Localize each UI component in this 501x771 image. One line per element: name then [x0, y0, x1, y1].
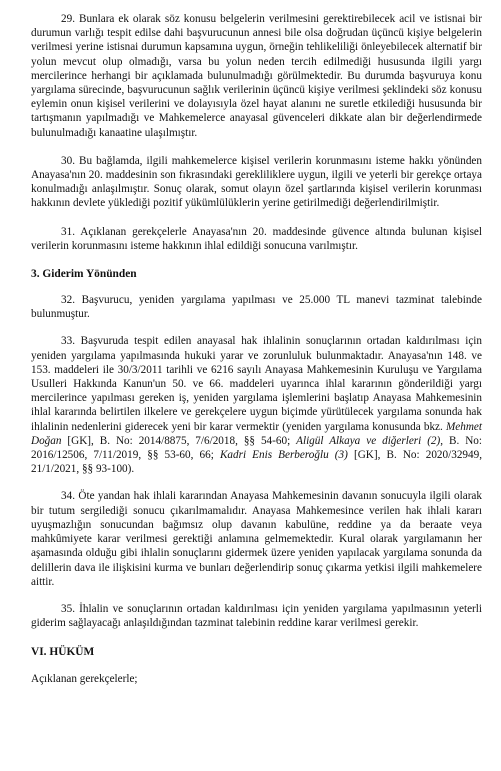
paragraph-33-text-a: 33. Başvuruda tespit edilen anayasal hak ihlalinin sonuçlarının ortadan kaldırılması için yeniden yargılama yapılmasında hukuki yarar ve zorunluluk bulunmaktadır. Anayasa'nın 148. ve 153. maddeleri ile 30/3/2011 tarihli ve 6216 sayılı Anayasa Mahkemesinin Kuruluşu ve Yargılama Usulleri Hakkında Kanun'un 50. ve 66. maddeleri uyarınca ihlal kararının gönderildiği yargı mercilerince yapılması gereken iş, yeniden yargılama işlemlerini başlatıp Anayasa Mahkemesinin ihlal kararında belirtilen ilkelere ve gerekçelere uygun biçimde yürütülecek yargılama sonunda hak ihlalinin nedenlerini giderecek yeni bir karar vermektir (yeniden yargılama konusunda bkz.	[31, 335, 482, 433]
paragraph-35: 35. İhlalin ve sonuçlarının ortadan kaldırılması için yeniden yargılama yapılmasının yeterli giderim sağlayacağı anlaşıldığından tazminat talebinin reddine karar verilmesi gerekir.	[31, 602, 482, 630]
section-heading-judgment: VI. HÜKÜM	[31, 646, 95, 659]
paragraph-33-text-d: [GK], B. No: 2020/32949, 21/1/2021, §§ 93-100).	[31, 449, 482, 476]
paragraph-32: 32. Başvurucu, yeniden yargılama yapılması ve 25.000 TL manevi tazminat talebinde bulunmuştur.	[31, 294, 482, 321]
case-name-mehmet-dogan: Mehmet Doğan	[31, 420, 482, 447]
paragraph-33-text-b: [GK], B. No: 2014/8875, 7/6/2018, §§ 54-60;	[61, 434, 297, 447]
case-name-kadri-enis-berberoglu: Kadri Enis Berberoğlu (3)	[219, 449, 348, 462]
paragraph-34: 34. Öte yandan hak ihlali kararından Anayasa Mahkemesinin davanın sonucuyla ilgili olarak bir tutum sergilediği sonucu çıkarılmamalıdır. Anayasa Mahkemesince verilen hak ihlali kararı uyuşmazlığın sonucundan bağımsız olup davanın kabulüne, reddine ya da beraate veya mahkûmiyete karar verilmesi gerektiği anlamına gelmemektedir. Kural olarak yargılamanın her aşamasında olduğu gibi ihlalin sonuçlarını gidermek üzere yeniden yapılacak yargılama sonunda da delillerin dava ile ilişkisini kurma ve bunları değerlendirip sonuç çıkarma yetkisi ilgili mahkemelere aittir.	[31, 490, 482, 588]
paragraph-30: 30. Bu bağlamda, ilgili mahkemelerce kişisel verilerin korunmasını isteme hakkı yönünden Anayasa'nın 20. maddesinin son fıkrasındaki gerekliliklere uygun, ilgili ve yeterli bir gerekçe ortaya konulmadığı anlaşılmıştır. Sonuç olarak, somut olayın özel şartlarında kişisel verilerin korunması hakkının devlete yüklediği pozitif yükümlülüklerin yerine getirilmediği değerlendirilmiştir.	[31, 154, 482, 210]
case-name-aligul-alkaya: Aligül Alkaya ve diğerleri (2)	[296, 434, 441, 447]
paragraph-33	[31, 334, 482, 476]
closing-line: Açıklanan gerekçelerle;	[31, 673, 138, 686]
section-heading-remedy: 3. Giderim Yönünden	[31, 268, 137, 281]
paragraph-29: 29. Bunlara ek olarak söz konusu belgelerin verilmesini gerektirebilecek acil ve istisnai bir durumun varlığı tespit edilse dahi başvurucunun annesi bile olsa doğrudan üçüncü kişiye belgelerin verilmesi yerine istisnai durumun kapsamına uygun, örneğin tehlikeliliği önleyebilecek alternatif bir yolun mevcut olup olmadığı, varsa bu yolun neden tercih edilmediği hususunda ilgili yargı mercilerince herhangi bir açıklamada bulunulmadığı görülmektedir. Bu durumda başvuruya konu yargılama sürecinde, başvurucunun sağlık verilerinin üçüncü kişiye verilmesi şeklindeki söz konusu eylemin onun kişisel verilerini ve dolayısıyla özel hayat alanını ne suretle etkilediği hususunda bir tartışmanın yapılmadığı ve Mahkemelerce anayasal güvenceleri dikkate alan bir değerlendirmede bulunulmadığı kanaatine ulaşılmıştır.	[31, 13, 482, 139]
paragraph-31: 31. Açıklanan gerekçelerle Anayasa'nın 20. maddesinde güvence altında bulunan kişisel verilerin korunmasını isteme hakkının ihlal edildiği sonucuna varılmıştır.	[31, 225, 482, 252]
paragraph-33-text-c: , B. No: 2016/12506, 7/11/2019, §§ 53-60, 66;	[31, 434, 482, 462]
